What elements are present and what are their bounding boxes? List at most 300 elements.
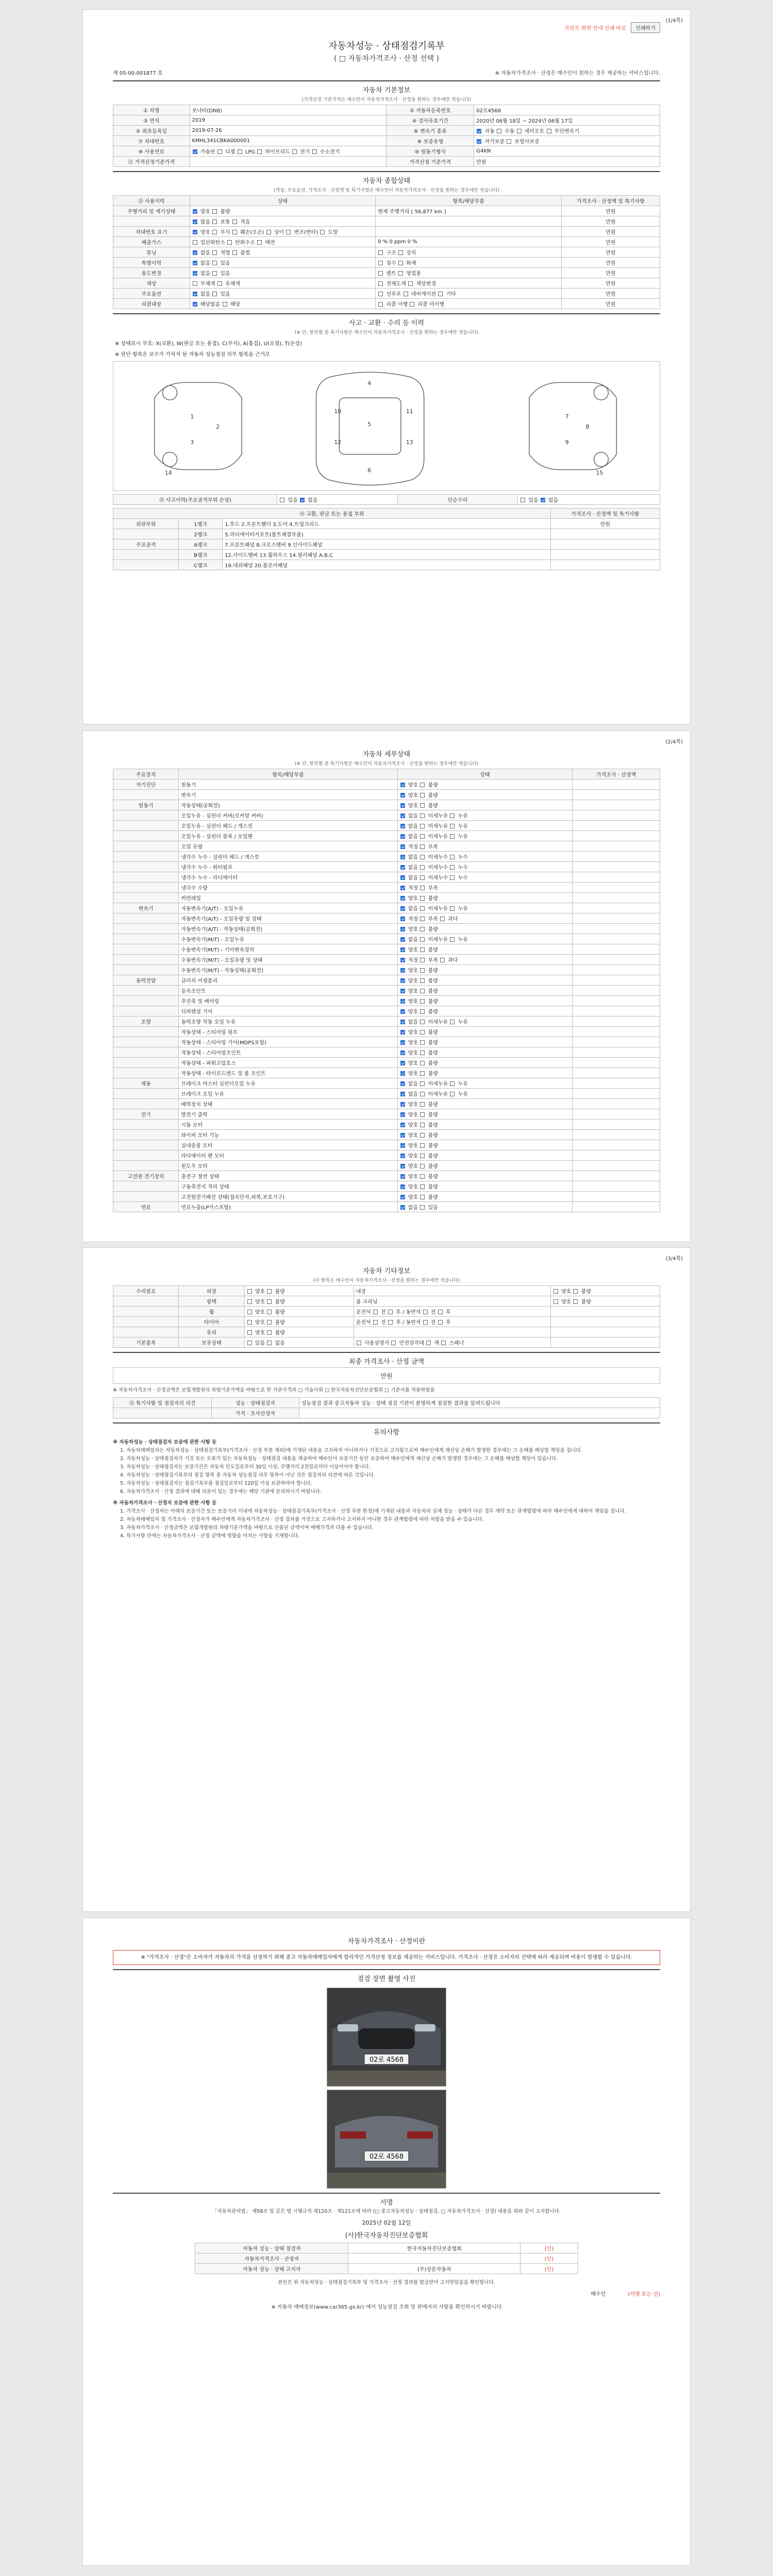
group-label	[113, 986, 179, 996]
final-price-unit: 만원	[113, 1368, 660, 1384]
price-value: 만원	[550, 519, 660, 529]
table-row	[113, 258, 660, 268]
table-row	[113, 247, 660, 258]
group-label	[113, 1140, 179, 1150]
group-label	[113, 883, 179, 893]
group-label: 변속기	[113, 903, 179, 913]
item-label: 오일 유량	[179, 841, 397, 852]
footer-note: ※ 자동차 매매정보(www.car365.go.kr) 에서 성능점검 조회 및 판매자의 사항을 확인하시기 바랍니다	[271, 2304, 502, 2310]
group-label	[113, 852, 179, 862]
status-value: 없음 미세누수 누수	[397, 872, 573, 883]
status-value: 없음 있음	[190, 289, 376, 299]
vehicle-diagram-svg	[113, 362, 660, 490]
item-value: 0 % 0 ppm 0 %	[376, 237, 562, 247]
accident-title: 사고 · 교환 · 수리 등 이력	[113, 313, 660, 329]
group-label	[113, 841, 179, 852]
price-value	[573, 893, 660, 903]
field-label: ⑤ 최초등록일	[113, 126, 190, 136]
table-row	[113, 1006, 660, 1016]
item-label: 실내송풍 모터	[179, 1140, 397, 1150]
status-value: 양호 불량	[397, 1161, 573, 1171]
table-row	[113, 944, 660, 955]
inspection-photo-front	[327, 1988, 446, 2087]
item-label: 와이퍼 모터 기능	[179, 1130, 397, 1140]
item-label: 작동상태 - 스티어링 기어(MDPS포함)	[179, 1037, 397, 1047]
table-row	[113, 852, 660, 862]
item-label: 등속조인트	[179, 986, 397, 996]
row-label: 리콜대상	[113, 299, 190, 309]
field-label: ⑦ 차대번호	[113, 136, 190, 146]
column-header: ⑫ 사용이력	[113, 196, 190, 206]
status-value: 양호 불량	[397, 1037, 573, 1047]
item-label: 냉각수 수량	[179, 883, 397, 893]
page-1	[82, 9, 691, 724]
price-value	[573, 800, 660, 810]
summary-table	[113, 195, 660, 309]
item-label: 작동상태 - 파워고압호스	[179, 1058, 397, 1068]
part-label: 9	[565, 438, 569, 446]
role-label: 자동차가격조사 · 산정자	[195, 2253, 348, 2264]
price-value: 만원	[562, 278, 660, 289]
item-label: 사용설명서 안전삼각대 잭 스패너	[354, 1337, 550, 1348]
table-row	[113, 1327, 660, 1337]
part-label: 6	[367, 467, 372, 474]
group-label	[113, 893, 179, 903]
field-value: 자가보증 보험사보증	[474, 136, 660, 146]
notice-heading-1: ※ 자동차성능 · 상태점검자 보증에 관한 사항 등	[113, 1439, 217, 1445]
part-label: 11	[406, 408, 413, 415]
inspector-table	[113, 1397, 660, 1418]
item-label: 휠	[179, 1307, 244, 1317]
group-label	[113, 1058, 179, 1068]
table-row	[113, 1130, 660, 1140]
group-label	[113, 1296, 179, 1307]
item-label: 발전기 출력	[179, 1109, 397, 1120]
summary-subtitle: (색상, 주요옵션, 가격조사 · 산정액 및 특기사항은 매수인이 자동차가격조사 · 산정을 원하는 경우에만 적습니다)	[273, 188, 500, 193]
group-label	[113, 1006, 179, 1016]
item-label: 수동변속기(M/T) - 기어변속장치	[179, 944, 397, 955]
field-label	[113, 1408, 212, 1418]
table-row	[113, 1286, 660, 1296]
item-label: 광택	[179, 1296, 244, 1307]
notice-item: 4. 특기사항 란에는 자동차가격조사 · 산정 금액에 영향을 미치는 사항을 기재합니다.	[120, 1533, 300, 1539]
status-value: 양호 불량	[397, 1068, 573, 1078]
group-label: 제동	[113, 1078, 179, 1089]
parts-head-parts: ⑭ 교환, 판금 또는 용접 부위	[113, 509, 551, 519]
group-label	[113, 810, 179, 821]
price-value	[573, 1130, 660, 1140]
table-row	[113, 237, 660, 247]
price-value	[573, 810, 660, 821]
field-label: ④ 검사유효기간	[386, 115, 474, 126]
document-title: 자동차성능 · 상태점검기록부	[328, 41, 445, 52]
column-header: 상태	[397, 769, 573, 779]
final-price-note: ※ 자동차가격조사 · 산정금액은 보험개발원의 차량기준가액을 바탕으로 한 가준가격과 □ 기술사회 □ 한국자동차진단보증협회 □ 기준서를 적용하였음	[113, 1387, 435, 1393]
group-label	[113, 996, 179, 1006]
price-value: 만원	[562, 206, 660, 216]
part-label: 4	[367, 380, 372, 387]
price-value	[573, 1016, 660, 1027]
price-value: 만원	[562, 247, 660, 258]
notice-item: 4. 자동차성능 · 상태점검기록부의 점검 항목 중 자동차 성능점검 의무 항목이 아닌 것은 점검자의 의견에 따른 것입니다.	[120, 1472, 375, 1478]
status-value: 없음 미세누유 누유	[397, 810, 573, 821]
table-row	[113, 790, 660, 800]
parts-head-price: 가격조사 · 산정액 및 특기사항	[550, 509, 660, 519]
price-value	[573, 831, 660, 841]
item-label: 자동변속기(A/T) - 오일누유	[179, 903, 397, 913]
status-value: 없음 있음	[397, 1202, 573, 1212]
item-label	[354, 1327, 550, 1337]
table-row	[113, 1037, 660, 1047]
rank-label: 2랭크	[179, 529, 223, 539]
price-value	[573, 852, 660, 862]
group-label	[113, 1099, 179, 1109]
status-value	[550, 1327, 660, 1337]
notice-item: 5. 자동차성능 · 상태점검자는 점검기록부를 점검일로부터 120일 이상 보관하여야 합니다.	[120, 1481, 312, 1486]
price-value	[550, 529, 660, 539]
status-value: 해당없음 해당	[190, 299, 376, 309]
role-label: 자동차 성능 · 상태 점검자	[195, 2243, 348, 2253]
page-label: (3/4쪽)	[665, 1256, 683, 1262]
price-value	[573, 1181, 660, 1192]
price-value	[573, 1068, 660, 1078]
status-value: 양호 불량	[397, 1006, 573, 1016]
license-plate: 02로 4568	[369, 2056, 404, 2064]
column-header: 항목/해당부품	[179, 769, 397, 779]
wheel-front-left	[163, 385, 177, 400]
inspection-photo-rear	[327, 2090, 446, 2189]
status-value: 양호 불량	[397, 1109, 573, 1120]
status-value: 양호 불량	[397, 1058, 573, 1068]
group-label	[113, 1317, 179, 1327]
item-label: 냉각수 누수 - 실린더 헤드 / 개스킷	[179, 852, 397, 862]
field-label: ⑥ 변속기 종류	[386, 126, 474, 136]
status-value: 양호 불량	[397, 1192, 573, 1202]
table-row	[113, 1016, 660, 1027]
status-value: 있음 없음	[244, 1337, 354, 1348]
part-label: 10	[334, 408, 342, 415]
status-value: 양호 불량	[397, 1130, 573, 1140]
page-2	[82, 731, 691, 1242]
document-subtitle: ( □ 자동차가격조사 · 산정 선택 )	[333, 55, 440, 63]
group-label	[113, 1130, 179, 1140]
price-value	[573, 1109, 660, 1120]
item-label: 윈도우 모터	[179, 1161, 397, 1171]
group-label	[113, 862, 179, 872]
item-value: 선루프 네비게이션 기타	[376, 289, 562, 299]
status-value: 양호 불량	[244, 1286, 354, 1296]
price-value	[573, 1037, 660, 1047]
intro-text: ※ "가격조사 · 산정"은 소비자가 자동차의 가격을 산정하기 위해 중고 자동차매매업자에게 합리적인 가격산정 정보를 제공하는 서비스입니다. 가격조사 · 산정은 소비자의 선택에 따라 제공되며 비용이 발생할 수 있습니다.	[113, 1950, 660, 1965]
status-value	[550, 1307, 660, 1317]
group-label: 동력전달	[113, 975, 179, 986]
item-label: 커먼레일	[179, 893, 397, 903]
status-value	[550, 1337, 660, 1348]
rank-label: C랭크	[179, 560, 223, 570]
part-label: 3	[190, 438, 194, 446]
price-value: 만원	[562, 258, 660, 268]
field-value: 2019-07-26	[190, 126, 386, 136]
name-value: (주)상문자동차	[348, 2264, 520, 2274]
table-row	[113, 903, 660, 913]
status-value: 양호 불량	[397, 1150, 573, 1161]
table-row	[113, 227, 660, 237]
item-label: 변속기	[179, 790, 397, 800]
table-row	[113, 1296, 660, 1307]
price-value	[573, 1120, 660, 1130]
price-value: 만원	[562, 299, 660, 309]
status-value: 양호 불량	[397, 1140, 573, 1150]
status-value: 없음 미세누수 누수	[397, 852, 573, 862]
item-label: 브레이크 마스터 실린더오일 누유	[179, 1078, 397, 1089]
detail-subtitle: (※ 단, 항목별 중 특기사항은 매수인이 자동차가격조사 · 산정을 원하는 경우에만 적습니다)	[294, 761, 479, 767]
table-row	[113, 821, 660, 831]
table-row	[195, 2264, 578, 2274]
price-value	[550, 539, 660, 550]
field-value: 2020년 06월 18일 ~ 2024년 06월 17일	[474, 115, 660, 126]
parts-list: 19.대쉬패널 20.플로어패널	[223, 560, 551, 570]
table-row	[113, 810, 660, 821]
price-value	[573, 1078, 660, 1089]
table-row	[113, 883, 660, 893]
table-row	[113, 146, 660, 157]
notice-section-1	[113, 1439, 660, 1540]
status-value: 없음 미세누수 누수	[397, 862, 573, 872]
table-row	[113, 1181, 660, 1192]
status-value: 양호 불량	[397, 996, 573, 1006]
part-label: 7	[565, 413, 569, 420]
status-value: 양호 불량	[397, 790, 573, 800]
detail-table	[113, 769, 660, 1212]
table-row	[113, 299, 660, 309]
rank-label: B랭크	[179, 550, 223, 560]
status-value: 양호 불량	[397, 1181, 573, 1192]
row-label	[113, 216, 190, 227]
parts-list: 1.후드 2.프론트휀더 3.도어 4.트렁크리드	[223, 519, 551, 529]
field-value: 자동 수동 세미오토 무단변속기	[474, 126, 660, 136]
item-label: 냉각수 누수 - 라디에이터	[179, 872, 397, 883]
table-row	[113, 1337, 660, 1348]
item-label: 냉각수 누수 - 워터펌프	[179, 862, 397, 872]
price-value: 만원	[562, 268, 660, 278]
table-row	[113, 268, 660, 278]
table-row	[195, 2243, 578, 2253]
field-value: KMHL341CBKA000001	[190, 136, 386, 146]
part-label: 12	[334, 438, 342, 446]
print-note: 프린트 화면 안내 인쇄 바로	[564, 26, 626, 31]
group-label	[113, 913, 179, 924]
wheel-rear-right	[594, 452, 608, 467]
group-label	[113, 550, 179, 560]
table-row	[113, 893, 660, 903]
field-label: ⑮ 특기사항 및 점검자의 의견	[113, 1398, 212, 1408]
field-value: 02로4568	[474, 105, 660, 115]
final-price-title: 최종 가격조사 · 산정 금액	[113, 1352, 660, 1367]
item-label: 작동상태(공회전)	[179, 800, 397, 810]
buyer-sign: 매수인 (서명 또는 인)	[591, 2292, 660, 2297]
row-label: 배출가스	[113, 237, 190, 247]
item-label: 내장	[354, 1286, 550, 1296]
group-label: 수리필요	[113, 1286, 179, 1296]
status-value	[550, 1317, 660, 1327]
status-value: 양호 불량	[190, 206, 376, 216]
parts-table	[113, 508, 660, 570]
part-label: 1	[190, 413, 194, 420]
item-label: 원동기	[179, 779, 397, 790]
group-label	[113, 821, 179, 831]
item-label: 보유상태	[179, 1337, 244, 1348]
field-label: 가격산정 기준가격	[386, 157, 474, 167]
group-label	[113, 965, 179, 975]
table-row	[113, 841, 660, 852]
status-value: 양호 불량	[244, 1307, 354, 1317]
status-value: 양호 불량	[397, 944, 573, 955]
item-label: 충전구 절연 상태	[179, 1171, 397, 1181]
group-label	[113, 944, 179, 955]
field-value	[190, 157, 386, 167]
price-value: 만원	[562, 227, 660, 237]
table-row	[113, 1150, 660, 1161]
status-value: 없음 있음	[190, 268, 376, 278]
table-row	[113, 529, 660, 539]
item-value: 현재 주행거리 [ 56,877 km ]	[376, 206, 562, 216]
status-value: 일산화탄소 탄화수소 매연	[190, 237, 376, 247]
status-value: 양호 불량	[397, 965, 573, 975]
status-value: 양호 부식 훼손(오손) 상이 변조(변타) 도말	[190, 227, 376, 237]
table-row	[113, 862, 660, 872]
table-row	[113, 1120, 660, 1130]
group-label	[113, 955, 179, 965]
parts-list: 12.사이드멤버 13.휠하우스 14.필러패널 A.B.C	[223, 550, 551, 560]
item-label: 오일누유 - 실린더 블록 / 오일팬	[179, 831, 397, 841]
group-label	[113, 831, 179, 841]
status-value: 양호 불량	[244, 1296, 354, 1307]
status-value: 양호 불량	[397, 1099, 573, 1109]
item-label: 자동변속기(A/T) - 작동상태(공회전)	[179, 924, 397, 934]
final-price-table	[113, 1367, 660, 1384]
wheel-front-right	[594, 385, 608, 400]
item-label: 오일누유 - 실린더 커버(로커암 커버)	[179, 810, 397, 821]
table-row	[113, 1408, 660, 1418]
item-label: 오일누유 - 실린더 헤드 / 개스킷	[179, 821, 397, 831]
status-value: 양호 불량	[550, 1286, 660, 1296]
sign-table	[195, 2243, 578, 2274]
table-row	[113, 1161, 660, 1171]
field-label: ② 자동차등록번호	[386, 105, 474, 115]
notice-item: 3. 자동차가격조사 · 산정금액은 보험개발원의 차량기준가액을 바탕으로 산출된 금액이며 매매가격과 다를 수 있습니다.	[120, 1525, 374, 1531]
group-label	[113, 1327, 179, 1337]
group-label	[113, 560, 179, 570]
field-label: 단순수리	[397, 495, 517, 505]
status-value: 적정 부족	[397, 883, 573, 893]
page-label: (1/4쪽)	[665, 18, 683, 24]
table-row	[113, 1192, 660, 1202]
notice-item: 6. 자동차가격조사 · 산정 결과에 대해 의문이 있는 경우에는 해당 기관에 문의하시기 바랍니다.	[120, 1489, 322, 1495]
group-label	[113, 1192, 179, 1202]
price-value	[573, 1047, 660, 1058]
seal-label: (인)	[520, 2243, 578, 2253]
part-label: 8	[585, 423, 590, 430]
table-row	[113, 831, 660, 841]
table-row	[113, 550, 660, 560]
item-label: 브레이크 오일 누유	[179, 1089, 397, 1099]
rank-label: 1랭크	[179, 519, 223, 529]
group-label	[113, 1089, 179, 1099]
item-value: 전체도색 색상변경	[376, 278, 562, 289]
item-value: 침수 화재	[376, 258, 562, 268]
table-row	[113, 539, 660, 550]
item-label: 타이어	[179, 1317, 244, 1327]
field-value: 성능점검 결과 중고자동차 성능 · 상태 점검 기관이 분명하게 점검한 결과를 알려드립니다	[299, 1398, 660, 1408]
status-value: 적정 부족 과다	[397, 955, 573, 965]
row-label: 차대번호 표기	[113, 227, 190, 237]
group-label	[113, 529, 179, 539]
detail-title: 자동차 세부상태	[362, 751, 411, 758]
notice-item: 1. 가격조사 · 산정자는 아래의 보증기간 또는 보증거리 이내에 자동차성능 · 상태점검기록부(가격조사 · 산정 부분 한정)에 기재된 내용과 자동차의 실제 성능 · 상태가 다른 경우 계약 또는 관계법령에 따라 매수인에게 대하여 책임을 집니다.	[120, 1509, 626, 1514]
status-value: 없음 미세누유 누유	[397, 934, 573, 944]
item-label: 작동상태 - 타이로드엔드 및 볼 조인트	[179, 1068, 397, 1078]
parts-list: 7.프론트패널 8.크로스멤버 9.인사이드패널	[223, 539, 551, 550]
item-label: 연료누출(LP가스포함)	[179, 1202, 397, 1212]
table-row	[113, 913, 660, 924]
field-label: 가격 · 조사산정자	[211, 1408, 299, 1418]
status-value: 있음 없음	[518, 495, 660, 505]
group-label	[113, 1307, 179, 1317]
price-value	[573, 1058, 660, 1068]
table-row	[113, 1398, 660, 1408]
status-value: 무채색 유채색	[190, 278, 376, 289]
seal-label: (인)	[520, 2264, 578, 2274]
group-label	[113, 1037, 179, 1047]
table-row	[113, 955, 660, 965]
name-value: 한국자동차진단보증협회	[348, 2243, 520, 2253]
item-value	[376, 216, 562, 227]
price-value	[573, 883, 660, 893]
seal-label: (인)	[520, 2253, 578, 2264]
field-value: 2019	[190, 115, 386, 126]
parts-list: 5.라디에이터서포트(볼트체결부품)	[223, 529, 551, 539]
item-label: 자동변속기(A/T) - 오일유량 및 상태	[179, 913, 397, 924]
field-label: ① 차명	[113, 105, 190, 115]
group-label: 외판부위	[113, 519, 179, 529]
document-number: 제 05-00-001877 호	[113, 71, 163, 76]
table-row	[113, 560, 660, 570]
status-value: 양호 불량	[244, 1317, 354, 1327]
price-value	[573, 1099, 660, 1109]
price-value	[573, 924, 660, 934]
item-value: 리콜 이행 리콜 미이행	[376, 299, 562, 309]
item-label: 운전석 전 후 / 동반석 전 후	[354, 1307, 550, 1317]
vehicle-diagram	[113, 361, 660, 491]
item-label: 수동변속기(M/T) - 오일누유	[179, 934, 397, 944]
table-row	[113, 1027, 660, 1037]
rank-label: A랭크	[179, 539, 223, 550]
org-name: (사)한국자동차진단보증협회	[345, 2232, 428, 2240]
notice-heading-2: ※ 자동차가격조사 · 산정자 보증에 관한 사항 등	[113, 1500, 217, 1506]
status-value: 없음 미세누유 누유	[397, 1016, 573, 1027]
status-value: 없음 미세누유 누유	[397, 1078, 573, 1089]
group-label: 고전원 전기장치	[113, 1171, 179, 1181]
table-row	[113, 1171, 660, 1181]
notice-title: 유의사항	[113, 1422, 660, 1438]
table-row	[113, 289, 660, 299]
group-label	[113, 1027, 179, 1037]
print-button[interactable]: 인쇄하기	[631, 22, 660, 33]
group-label	[113, 934, 179, 944]
field-value: 만원	[474, 157, 660, 167]
table-row	[113, 115, 660, 126]
field-value: 가솔린 디젤 LPG 하이브리드 전기 수소전기	[190, 146, 386, 157]
